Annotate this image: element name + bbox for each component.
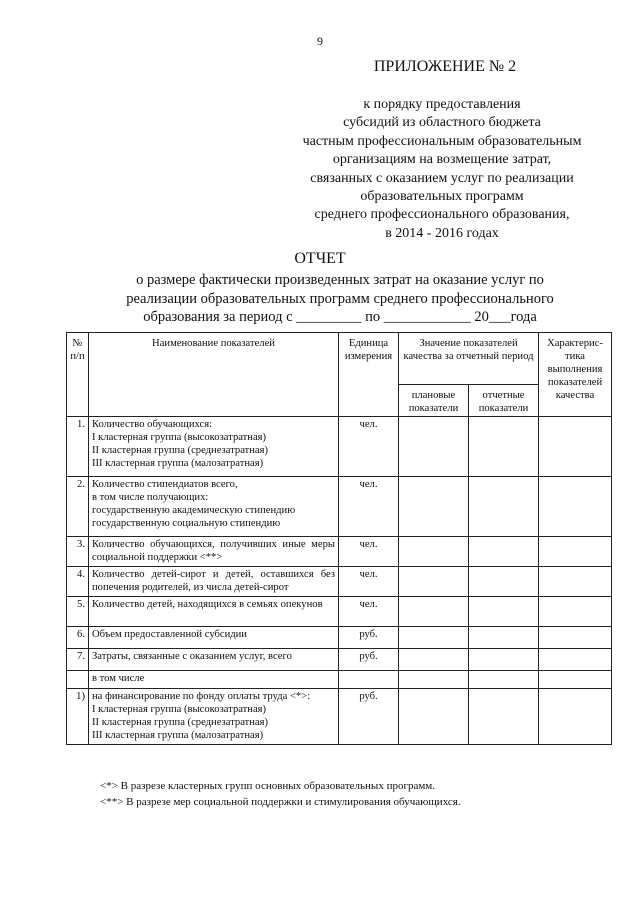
row-name-line: Количество детей-сирот и детей, оставшихся без попечения родителей, из числа детей-сирот [92,569,335,593]
row-planned [399,689,469,745]
appendix-line: субсидий из областного бюджета [343,115,541,131]
row-name-line: в том числе получающих: [92,492,209,503]
row-characteristic [539,671,612,689]
appendix-line: среднего профессионального образования, [314,207,570,223]
row-number: 7. [67,649,89,671]
row-characteristic [539,567,612,597]
row-planned [399,417,469,477]
row-name-line: Объем предоставленной субсидии [92,629,247,640]
report-line: образования за период с _________ по ____________ 20___года [143,309,537,325]
header-value-group: Значение показателей качества за отчетный период [399,333,539,385]
row-name-line: II кластерная группа (среднезатратная) [92,717,269,728]
row-name [89,477,339,537]
row-actual [469,627,539,649]
appendix-subtitle [262,96,622,243]
row-planned [399,597,469,627]
header-planned: плановые показатели [399,385,469,417]
row-name [89,649,339,671]
row-actual [469,567,539,597]
header-unit: Единица измерения [339,333,399,417]
row-number: 2. [67,477,89,537]
row-name-line: III кластерная группа (малозатратная) [92,730,264,741]
row-number: 1) [67,689,89,745]
row-name-line: Количество стипендиатов всего, [92,479,238,490]
row-actual [469,597,539,627]
row-name-line: в том числе [92,673,145,684]
header-name: Наименование показателей [89,333,339,417]
row-name-line: на финансирование по фонду оплаты труда <*>: [92,691,311,702]
footnote: <*> В разрезе кластерных групп основных образовательных программ. [100,780,436,792]
row-unit: чел. [339,417,399,477]
header-characteristic: Характерис-тика выполнения показателей качества [539,333,612,417]
row-unit: руб. [339,627,399,649]
row-name-line: Количество обучающихся, получивших иные меры социальной поддержки <**> [92,539,335,563]
table-row [67,671,612,689]
table-row [67,417,612,477]
row-name-line: I кластерная группа (высокозатратная) [92,432,267,443]
report-line: реализации образовательных программ среднего профессионального [126,290,554,307]
table-body [67,417,612,745]
appendix-line: к порядку предоставления [363,97,521,112]
row-unit: чел. [339,537,399,567]
row-planned [399,649,469,671]
row-number: 4. [67,567,89,597]
row-characteristic [539,417,612,477]
row-unit: чел. [339,477,399,537]
table-row [67,477,612,537]
row-number: 1. [67,417,89,477]
row-name [89,597,339,627]
row-unit: чел. [339,567,399,597]
row-unit [339,671,399,689]
table-row [67,689,612,745]
row-unit: чел. [339,597,399,627]
row-number: 3. [67,537,89,567]
row-name-line: Количество обучающихся: [92,419,213,430]
appendix-line: организациям на возмещение затрат, [332,152,552,168]
row-planned [399,671,469,689]
row-name [89,567,339,597]
table-row [67,597,612,627]
footnotes [100,778,600,810]
row-name [89,671,339,689]
row-planned [399,567,469,597]
appendix-line: связанных с оказанием услуг по реализации [310,170,574,186]
row-name [89,417,339,477]
row-name-line: государственную академическую стипендию [92,505,296,516]
report-title: ОТЧЕТ [294,250,346,267]
row-number: 6. [67,627,89,649]
row-name-line: Количество детей, находящихся в семьях опекунов [92,599,323,610]
row-actual [469,689,539,745]
appendix-line: частным профессиональным образовательным [302,133,582,149]
table-row [67,627,612,649]
page-number: 9 [317,34,323,48]
report-table [66,332,612,745]
appendix-line: образовательных программ [360,189,524,205]
report-subtitle [100,271,580,327]
row-name-line: III кластерная группа (малозатратная) [92,458,264,469]
appendix-title: ПРИЛОЖЕНИЕ № 2 [373,58,517,75]
row-number [67,671,89,689]
row-characteristic [539,537,612,567]
row-unit: руб. [339,649,399,671]
header-actual: отчетные показатели [469,385,539,417]
table-row [67,537,612,567]
row-planned [399,477,469,537]
header-num: № п/п [67,333,89,417]
table-row [67,649,612,671]
row-characteristic [539,597,612,627]
row-planned [399,537,469,567]
row-actual [469,477,539,537]
row-name-line: II кластерная группа (среднезатратная) [92,445,269,456]
row-number: 5. [67,597,89,627]
row-characteristic [539,649,612,671]
footnote: <**> В разрезе мер социальной поддержки и стимулирования обучающихся. [100,796,461,808]
row-actual [469,537,539,567]
row-name [89,537,339,567]
row-name-line: I кластерная группа (высокозатратная) [92,704,267,715]
row-planned [399,627,469,649]
report-line: о размере фактически произведенных затрат на оказание услуг по [136,272,544,288]
row-characteristic [539,689,612,745]
row-name [89,627,339,649]
row-characteristic [539,477,612,537]
appendix-line: в 2014 - 2016 годах [385,225,499,241]
row-name [89,689,339,745]
row-actual [469,649,539,671]
row-name-line: Затраты, связанные с оказанием услуг, всего [92,651,292,662]
row-name-line: государственную социальную стипендию [92,518,281,529]
row-unit: руб. [339,689,399,745]
row-characteristic [539,627,612,649]
row-actual [469,671,539,689]
row-actual [469,417,539,477]
table-row [67,567,612,597]
